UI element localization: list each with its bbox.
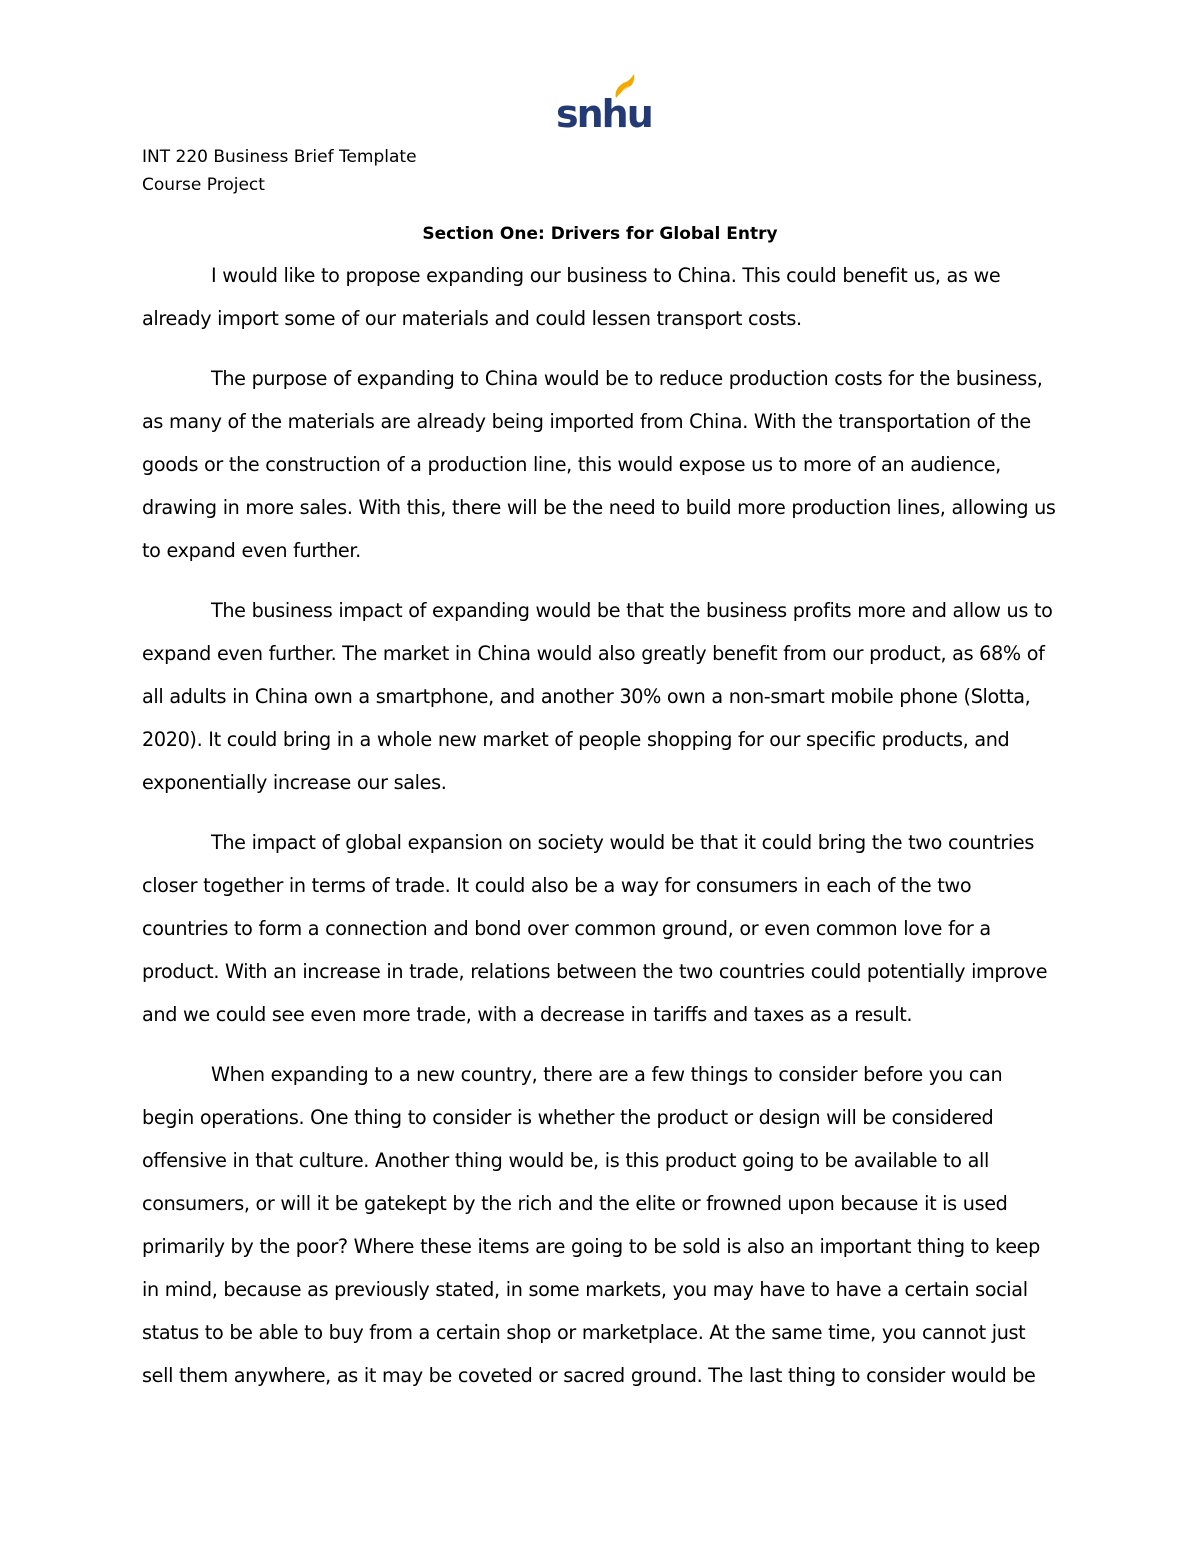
paragraph-purpose: The purpose of expanding to China would be to reduce production costs for the business, as many of the materials are already being imported from China. With the transportation of the goods or the construction of a production line, this would expose us to more of an audience, drawing in more sales. With this, there will be the need to build more production lines, allowing us to expand even further.	[142, 367, 1056, 562]
document-header	[142, 143, 417, 199]
paragraph-considerations: When expanding to a new country, there are a few things to consider before you can begin operations. One thing to consider is whether the product or design will be considered offensive in that culture. Another thing would be, is this product going to be available to all consumers, or will it be gatekept by the rich and the elite or frowned upon because it is used primarily by the poor? Where these items are going to be sold is also an important thing to keep in mind, because as previously stated, in some markets, you may have to have a certain social status to be able to buy from a certain shop or marketplace. At the same time, you cannot just sell them anywhere, as it may be coveted or sacred ground. The last thing to consider would be	[142, 1063, 1040, 1387]
course-project-label: Course Project	[142, 175, 265, 195]
paragraph-business-impact: The business impact of expanding would be that the business profits more and allow us to expand even further. The market in China would also greatly benefit from our product, as 68% of all adults in China own a smartphone, and another 30% own a non-smart mobile phone (Slotta, 2020). It could bring in a whole new market of people shopping for our specific products, and exponentially increase our sales.	[142, 599, 1053, 794]
section-title: Section One: Drivers for Global Entry	[422, 224, 778, 244]
paragraph-society-impact: The impact of global expansion on society would be that it could bring the two countries closer together in terms of trade. It could also be a way for consumers in each of the two countries to form a connection and bond over common ground, or even common love for a product. With an increase in trade, relations between the two countries could potentially improve and we could see even more trade, with a decrease in tariffs and taxes as a result.	[142, 831, 1048, 1026]
logo-text: snhu	[556, 92, 652, 136]
paragraph-proposal: I would like to propose expanding our business to China. This could benefit us, as we already import some of our materials and could lessen transport costs.	[142, 264, 1001, 330]
template-title: INT 220 Business Brief Template	[142, 147, 417, 167]
body-text	[142, 254, 1058, 1414]
snhu-logo	[556, 74, 652, 136]
